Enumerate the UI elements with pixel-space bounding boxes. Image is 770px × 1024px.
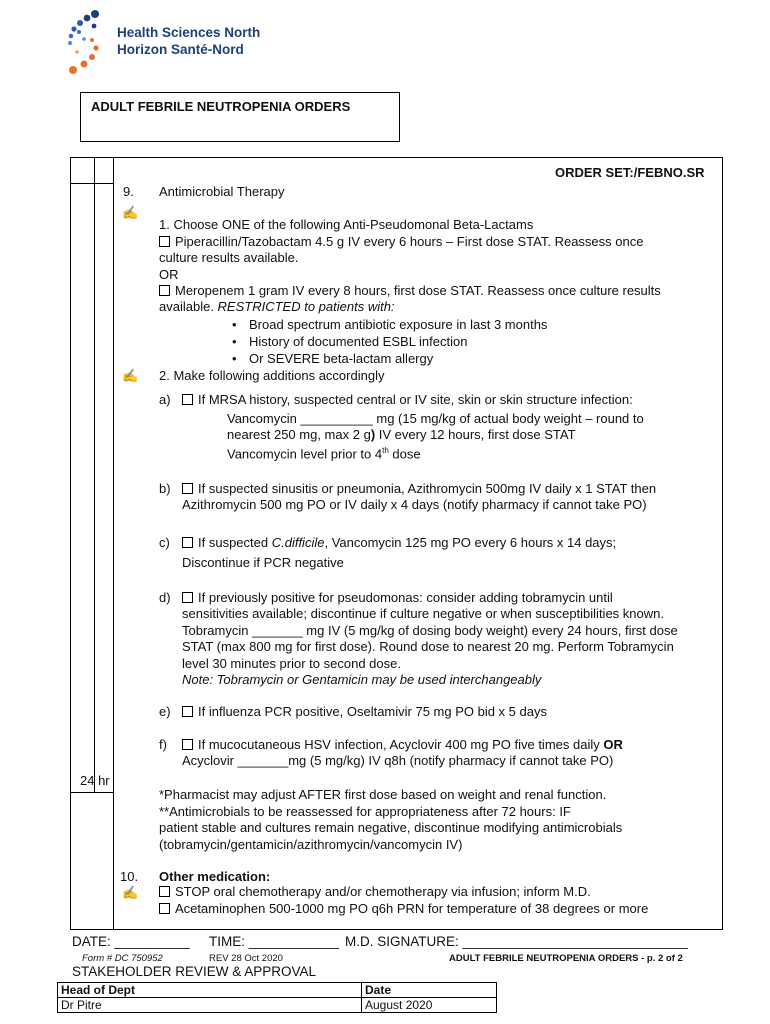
bullet-item: • Broad spectrum antibiotic exposure in last 3 months	[232, 317, 547, 333]
item-e-option[interactable]: If influenza PCR positive, Oseltamivir 75 mg PO bid x 5 days	[182, 704, 547, 720]
stakeholder-heading: STAKEHOLDER REVIEW & APPROVAL	[72, 964, 317, 979]
item-f-line2: Acyclovir _______mg (5 mg/kg) IV q8h (notify pharmacy if cannot take PO)	[182, 753, 614, 768]
item-c-label: c)	[159, 535, 170, 550]
item-e-label: e)	[159, 704, 171, 719]
checkmark-icon: ✍	[122, 885, 139, 900]
stop-chemo-option[interactable]: STOP oral chemotherapy and/or chemotherapy via infusion; inform M.D.	[159, 884, 591, 900]
approval-table	[57, 982, 497, 1013]
mero-line2: available. RESTRICTED to patients with:	[159, 299, 395, 314]
item-b-label: b)	[159, 481, 171, 496]
section10-number: 10.	[120, 869, 139, 884]
checkmark-icon: ✍	[122, 205, 139, 220]
item-b-option[interactable]: If suspected sinusitis or pneumonia, Azithromycin 500mg IV daily x 1 STAT then	[182, 481, 656, 497]
mero-option[interactable]: Meropenem 1 gram IV every 8 hours, first dose STAT. Reassess once culture results	[159, 283, 661, 299]
item-d-line2: sensitivities available; discontinue if culture negative or when susceptibilities known.	[182, 606, 664, 621]
checkbox[interactable]	[182, 739, 193, 750]
row-divider-a	[70, 183, 113, 184]
item-d-line5: level 30 minutes prior to second dose.	[182, 656, 401, 671]
frame-bottom	[70, 929, 723, 930]
logo-line1: Health Sciences North	[117, 25, 261, 40]
or-text: OR	[159, 267, 179, 282]
item-b-line2: Azithromycin 500 mg PO or IV daily x 4 days (notify pharmacy if cannot take PO)	[182, 497, 647, 512]
checkbox[interactable]	[182, 483, 193, 494]
section9-number: 9.	[123, 184, 134, 199]
item-d-label: d)	[159, 590, 171, 605]
row-divider-b	[70, 792, 113, 793]
bullet-item: • Or SEVERE beta-lactam allergy	[232, 351, 433, 367]
item-a-option[interactable]: If MRSA history, suspected central or IV site, skin or skin structure infection:	[182, 392, 633, 408]
date-header: Date	[362, 983, 497, 998]
page-footer-label: ADULT FEBRILE NEUTROPENIA ORDERS - p. 2 of 2	[449, 953, 683, 964]
time-label: 24 hr	[80, 773, 110, 788]
checkbox[interactable]	[182, 592, 193, 603]
order-set-code: ORDER SET:/FEBNO.SR	[555, 165, 705, 180]
checkbox[interactable]	[159, 903, 170, 914]
item-a-line2: Vancomycin __________ mg (15 mg/kg of actual body weight – round to	[227, 411, 644, 426]
item-d-option[interactable]: If previously positive for pseudomonas: consider adding tobramycin until	[182, 590, 613, 606]
acetaminophen-option[interactable]: Acetaminophen 500-1000 mg PO q6h PRN for temperature of 38 degrees or more	[159, 901, 648, 917]
section9-heading: Antimicrobial Therapy	[159, 184, 285, 199]
checkmark-icon: ✍	[122, 368, 139, 383]
item1-intro: 1. Choose ONE of the following Anti-Pseudomonal Beta-Lactams	[159, 217, 534, 232]
logo-line2: Horizon Santé-Nord	[117, 42, 244, 57]
item-f-option[interactable]: If mucocutaneous HSV infection, Acyclovir 400 mg PO five times daily OR	[182, 737, 623, 753]
item2-intro: 2. Make following additions accordingly	[159, 368, 385, 383]
date-field[interactable]: DATE: __________	[72, 934, 190, 949]
checkbox[interactable]	[182, 537, 193, 548]
bullet-item: • History of documented ESBL infection	[232, 334, 467, 350]
revision: REV 28 Oct 2020	[209, 953, 283, 964]
time-field[interactable]: TIME: ____________	[209, 934, 339, 949]
item-f-label: f)	[159, 737, 167, 752]
frame-left	[70, 157, 71, 930]
date-value: August 2020	[362, 998, 497, 1013]
item-c-option[interactable]: If suspected C.difficile, Vancomycin 125 mg PO every 6 hours x 14 days;	[182, 535, 616, 551]
item-c-line2: Discontinue if PCR negative	[182, 555, 344, 570]
frame-top	[70, 157, 723, 158]
checkbox[interactable]	[159, 886, 170, 897]
note-line: **Antimicrobials to be reassessed for appropriateness after 72 hours: IF	[159, 804, 571, 819]
form-number: Form # DC 750952	[82, 953, 163, 964]
pip-option[interactable]: Piperacillin/Tazobactam 4.5 g IV every 6 hours – First dose STAT. Reassess once	[159, 234, 643, 250]
item-a-line4: Vancomycin level prior to 4th dose	[227, 446, 421, 462]
note-line: (tobramycin/gentamicin/azithromycin/vancomycin IV)	[159, 837, 463, 852]
checkbox[interactable]	[182, 706, 193, 717]
item-d-line4: STAT (max 800 mg for first dose). Round dose to nearest 20 mg. Perform Tobramycin	[182, 639, 674, 654]
item-d-note: Note: Tobramycin or Gentamicin may be used interchangeably	[182, 672, 542, 687]
head-of-dept-value: Dr Pitre	[58, 998, 362, 1013]
checkbox[interactable]	[159, 236, 170, 247]
hsn-logo-mark	[62, 8, 110, 78]
note-line: patient stable and cultures remain negative, discontinue modifying antimicrobials	[159, 820, 623, 835]
item-a-label: a)	[159, 392, 171, 407]
section10-heading: Other medication:	[159, 869, 271, 884]
item-d-line3: Tobramycin _______ mg IV (5 mg/kg of dosing body weight) every 24 hours, first dose	[182, 623, 678, 638]
signature-field[interactable]: M.D. SIGNATURE: ______________________________	[345, 934, 688, 949]
note-line: *Pharmacist may adjust AFTER first dose based on weight and renal function.	[159, 787, 607, 802]
col-divider-2	[113, 157, 114, 929]
frame-right	[722, 157, 723, 930]
title-box	[80, 92, 400, 142]
head-of-dept-header: Head of Dept	[58, 983, 362, 998]
pip-line2: culture results available.	[159, 250, 299, 265]
item-a-line3: nearest 250 mg, max 2 g) IV every 12 hours, first dose STAT	[227, 427, 576, 442]
logo-text	[117, 24, 260, 58]
checkbox[interactable]	[159, 285, 170, 296]
checkbox[interactable]	[182, 394, 193, 405]
col-divider-1	[94, 157, 95, 793]
page-title: ADULT FEBRILE NEUTROPENIA ORDERS	[91, 99, 351, 114]
